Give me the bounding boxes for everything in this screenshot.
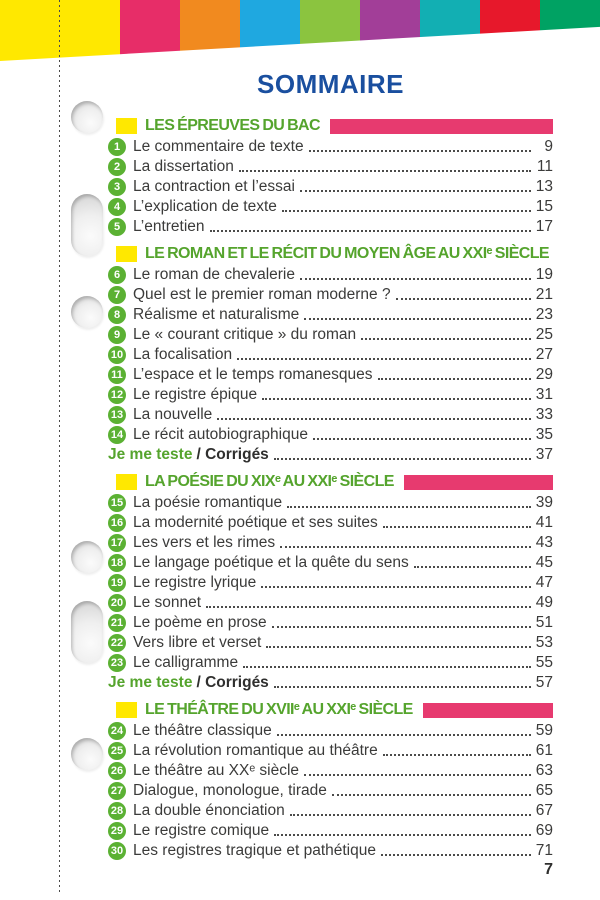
item-number-badge: 1 — [108, 138, 126, 156]
item-label: Le registre comique — [133, 822, 270, 839]
toc-item-row — [108, 741, 553, 761]
item-number-badge: 13 — [108, 406, 126, 424]
item-number-badge: 30 — [108, 842, 126, 860]
dotted-leader — [261, 586, 531, 588]
item-number-badge: 6 — [108, 266, 126, 284]
item-number-badge: 10 — [108, 346, 126, 364]
dotted-leader — [290, 814, 531, 816]
item-page-number: 71 — [535, 842, 553, 859]
item-page-number: 53 — [535, 634, 553, 651]
item-number-badge: 16 — [108, 514, 126, 532]
toc-item-row — [108, 405, 553, 425]
self-test-label: Je me teste — [108, 446, 193, 463]
color-strip-segment — [420, 0, 480, 61]
item-label: Le registre épique — [133, 386, 258, 403]
item-page-number: 41 — [535, 514, 553, 531]
toc-section — [108, 243, 553, 465]
dotted-leader — [272, 626, 531, 628]
toc-item-row — [108, 305, 553, 325]
binding-hole — [71, 101, 103, 133]
toc-item-row — [108, 593, 553, 613]
item-label: L’entretien — [133, 218, 205, 235]
item-number-badge: 21 — [108, 614, 126, 632]
item-number-badge: 22 — [108, 634, 126, 652]
dotted-leader — [217, 418, 531, 420]
item-page-number: 23 — [535, 306, 553, 323]
dotted-leader — [210, 230, 531, 232]
toc-item-row — [108, 573, 553, 593]
item-number-badge: 11 — [108, 366, 126, 384]
item-label: Dialogue, monologue, tirade — [133, 782, 327, 799]
binding-hole — [71, 601, 103, 663]
toc-item-row — [108, 157, 553, 177]
toc-item-row — [108, 721, 553, 741]
color-strip-segment — [540, 0, 600, 61]
item-label: La dissertation — [133, 158, 234, 175]
dotted-leader — [266, 646, 531, 648]
item-page-number: 35 — [535, 426, 553, 443]
dotted-leader — [304, 774, 531, 776]
dotted-leader — [274, 686, 531, 688]
color-strip-segment — [240, 0, 300, 61]
dotted-leader — [237, 358, 531, 360]
section-title: LES ÉPREUVES DU BAC — [145, 117, 320, 134]
dotted-leader — [280, 546, 531, 548]
toc-item-row — [108, 345, 553, 365]
toc-item-row — [108, 325, 553, 345]
item-label: Réalisme et naturalisme — [133, 306, 300, 323]
section-title: LE THÉÂTRE DU XVIIᵉ AU XXIᵉ SIÈCLE — [145, 701, 413, 718]
toc-item-row — [108, 493, 553, 513]
color-strip-segment — [180, 0, 240, 61]
dotted-leader — [206, 606, 531, 608]
section-header — [108, 699, 553, 721]
dotted-leader — [274, 458, 531, 460]
item-label: Le registre lyrique — [133, 574, 257, 591]
dashed-cut-line — [59, 0, 60, 894]
dotted-leader — [239, 170, 531, 172]
item-label: Le poème en prose — [133, 614, 267, 631]
item-page-number: 49 — [535, 594, 553, 611]
toc-item-row — [108, 653, 553, 673]
section-bullet-square — [116, 474, 137, 490]
dotted-leader — [309, 150, 531, 152]
item-label: Le calligramme — [133, 654, 239, 671]
section-bullet-square — [116, 702, 137, 718]
item-page-number: 57 — [535, 674, 553, 691]
color-strip-segment — [480, 0, 540, 61]
toc-section — [108, 699, 553, 861]
item-page-number: 67 — [535, 802, 553, 819]
item-label: L’explication de texte — [133, 198, 277, 215]
corriges-label: / Corrigés — [196, 674, 269, 691]
item-label: Les registres tragique et pathétique — [133, 842, 376, 859]
item-label: La double énonciation — [133, 802, 285, 819]
item-label: La révolution romantique au théâtre — [133, 742, 378, 759]
section-bullet-square — [116, 246, 137, 262]
item-number-badge: 29 — [108, 822, 126, 840]
color-strip-segment — [360, 0, 420, 61]
item-number-badge: 14 — [108, 426, 126, 444]
item-page-number: 47 — [535, 574, 553, 591]
section-accent-bar — [330, 119, 553, 134]
item-page-number: 13 — [535, 178, 553, 195]
binding-hole — [71, 541, 103, 573]
item-label: Vers libre et verset — [133, 634, 262, 651]
dotted-leader — [361, 338, 531, 340]
item-label: Les vers et les rimes — [133, 534, 276, 551]
dotted-leader — [274, 834, 531, 836]
section-header — [108, 243, 553, 265]
item-page-number: 55 — [535, 654, 553, 671]
dotted-leader — [300, 278, 531, 280]
item-page-number: 25 — [535, 326, 553, 343]
item-label: La poésie romantique — [133, 494, 283, 511]
item-number-badge: 19 — [108, 574, 126, 592]
item-page-number: 33 — [535, 406, 553, 423]
toc-item-row — [108, 801, 553, 821]
color-strip-segment — [300, 0, 360, 61]
item-page-number: 37 — [535, 446, 553, 463]
item-number-badge: 5 — [108, 218, 126, 236]
item-number-badge: 12 — [108, 386, 126, 404]
item-page-number: 21 — [535, 286, 553, 303]
item-label: La modernité poétique et ses suites — [133, 514, 378, 531]
item-page-number: 45 — [535, 554, 553, 571]
toc-section — [108, 471, 553, 693]
section-accent-bar — [404, 475, 553, 490]
toc-item-row — [108, 365, 553, 385]
toc-item-row — [108, 513, 553, 533]
item-number-badge: 26 — [108, 762, 126, 780]
item-number-badge: 9 — [108, 326, 126, 344]
item-number-badge: 3 — [108, 178, 126, 196]
item-page-number: 59 — [535, 722, 553, 739]
toc-item-row — [108, 197, 553, 217]
dotted-leader — [383, 754, 531, 756]
item-label: La nouvelle — [133, 406, 213, 423]
section-header — [108, 115, 553, 137]
page-title: SOMMAIRE — [257, 69, 404, 99]
item-page-number: 9 — [544, 138, 553, 155]
item-number-badge: 25 — [108, 742, 126, 760]
dotted-leader — [282, 210, 531, 212]
item-label: Le langage poétique et la quête du sens — [133, 554, 409, 571]
toc-item-row — [108, 841, 553, 861]
toc-item-row — [108, 425, 553, 445]
item-number-badge: 15 — [108, 494, 126, 512]
dotted-leader — [277, 734, 531, 736]
toc-item-row — [108, 533, 553, 553]
color-strip-segment — [60, 0, 120, 61]
item-number-badge: 24 — [108, 722, 126, 740]
item-number-badge: 27 — [108, 782, 126, 800]
item-number-badge: 4 — [108, 198, 126, 216]
dotted-leader — [262, 398, 531, 400]
toc-item-row — [108, 137, 553, 157]
item-number-badge: 28 — [108, 802, 126, 820]
item-label: Le sonnet — [133, 594, 202, 611]
corriges-label: / Corrigés — [196, 446, 269, 463]
toc — [108, 115, 553, 861]
color-strip-segment — [0, 0, 60, 61]
item-page-number: 17 — [535, 218, 553, 235]
toc-item-row — [108, 265, 553, 285]
toc-item-row — [108, 553, 553, 573]
toc-item-row — [108, 217, 553, 237]
item-number-badge: 23 — [108, 654, 126, 672]
item-label: Le théâtre classique — [133, 722, 272, 739]
item-label: Le théâtre au XXᵉ siècle — [133, 762, 300, 779]
binding-hole — [71, 738, 103, 770]
item-label: La contraction et l’essai — [133, 178, 295, 195]
item-label: Quel est le premier roman moderne ? — [133, 286, 391, 303]
toc-item-row — [108, 285, 553, 305]
item-page-number: 51 — [535, 614, 553, 631]
folio-page-number: 7 — [544, 861, 553, 878]
toc-item-row — [108, 613, 553, 633]
toc-item-row — [108, 761, 553, 781]
item-page-number: 63 — [535, 762, 553, 779]
item-number-badge: 8 — [108, 306, 126, 324]
item-page-number: 31 — [535, 386, 553, 403]
item-label: L’espace et le temps romanesques — [133, 366, 373, 383]
section-header — [108, 471, 553, 493]
item-page-number: 29 — [535, 366, 553, 383]
color-strip-segment — [120, 0, 180, 61]
color-strip — [0, 0, 600, 61]
item-number-badge: 7 — [108, 286, 126, 304]
binding-hole — [71, 194, 103, 256]
dotted-leader — [381, 854, 531, 856]
item-label: Le commentaire de texte — [133, 138, 304, 155]
toc-section — [108, 115, 553, 237]
item-label: Le roman de chevalerie — [133, 266, 295, 283]
item-page-number: 65 — [535, 782, 553, 799]
dotted-leader — [332, 794, 531, 796]
item-page-number: 15 — [535, 198, 553, 215]
toc-item-row — [108, 781, 553, 801]
dotted-leader — [414, 566, 531, 568]
self-test-label: Je me teste — [108, 674, 193, 691]
item-number-badge: 17 — [108, 534, 126, 552]
toc-item-row — [108, 385, 553, 405]
item-page-number: 27 — [535, 346, 553, 363]
item-label: La focalisation — [133, 346, 233, 363]
self-test-row — [108, 445, 553, 465]
dotted-leader — [243, 666, 531, 668]
item-page-number: 39 — [535, 494, 553, 511]
toc-content — [108, 70, 553, 861]
section-title: LE ROMAN ET LE RÉCIT DU MOYEN ÂGE AU XXIᵉ SIÈCLE — [145, 245, 549, 262]
dotted-leader — [378, 378, 531, 380]
section-accent-bar — [423, 703, 553, 718]
item-page-number: 11 — [536, 158, 553, 175]
item-number-badge: 2 — [108, 158, 126, 176]
item-label: Le récit autobiographique — [133, 426, 308, 443]
dotted-leader — [287, 506, 531, 508]
item-page-number: 61 — [535, 742, 553, 759]
section-title: LA POÉSIE DU XIXᵉ AU XXIᵉ SIÈCLE — [145, 473, 394, 490]
item-label: Le « courant critique » du roman — [133, 326, 357, 343]
toc-item-row — [108, 821, 553, 841]
item-page-number: 69 — [535, 822, 553, 839]
toc-item-row — [108, 177, 553, 197]
section-bullet-square — [116, 118, 137, 134]
dotted-leader — [383, 526, 531, 528]
item-page-number: 19 — [535, 266, 553, 283]
item-number-badge: 20 — [108, 594, 126, 612]
dotted-leader — [396, 298, 531, 300]
item-page-number: 43 — [535, 534, 553, 551]
dotted-leader — [300, 190, 531, 192]
self-test-row — [108, 673, 553, 693]
dotted-leader — [304, 318, 531, 320]
binding-hole — [71, 296, 103, 328]
toc-item-row — [108, 633, 553, 653]
item-number-badge: 18 — [108, 554, 126, 572]
dotted-leader — [313, 438, 531, 440]
